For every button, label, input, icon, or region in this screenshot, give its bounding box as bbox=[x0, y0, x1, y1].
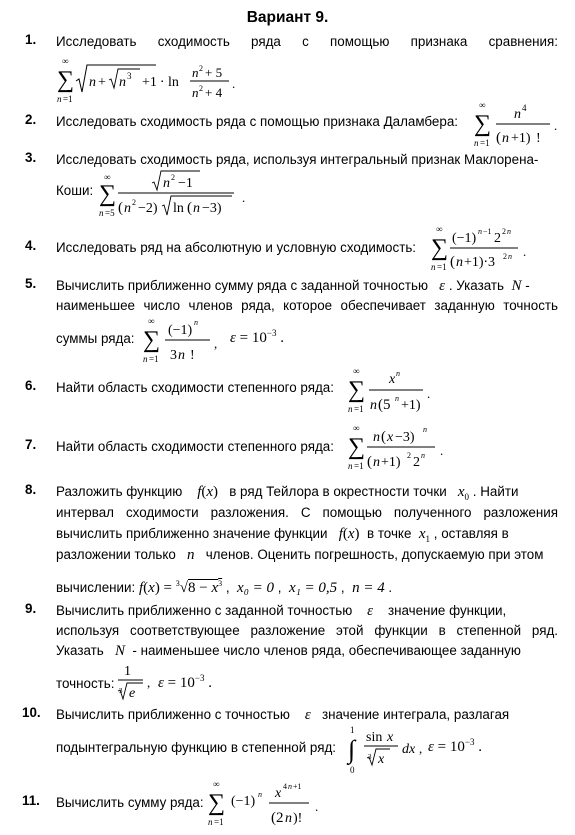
svg-text:+1): +1) bbox=[401, 398, 421, 413]
task-text: Вычислить приближенно сумму ряда с заданной точностью bbox=[56, 278, 428, 293]
svg-text:(: ( bbox=[496, 130, 501, 146]
task-text: Вычислить приближенно с заданной точностью bbox=[56, 603, 353, 618]
svg-text:2: 2 bbox=[132, 198, 136, 207]
task-number: 11. bbox=[22, 793, 40, 808]
task-text: , оставляя в bbox=[433, 526, 509, 541]
epsilon-condition: $\varepsilon = 10^{-3}$ . bbox=[230, 328, 284, 346]
svg-text:∞: ∞ bbox=[353, 366, 360, 376]
task-text: Исследовать ряд на абсолютную и условную сходимость: bbox=[56, 240, 417, 255]
task-text-line1 bbox=[56, 705, 558, 726]
epsilon-symbol: ε bbox=[304, 707, 311, 723]
svg-text:(−1): (−1) bbox=[452, 231, 477, 246]
formula-5 bbox=[140, 314, 220, 370]
svg-text:0: 0 bbox=[350, 765, 355, 775]
task-text: вычислении: bbox=[56, 580, 136, 595]
task-number: 1. bbox=[25, 32, 37, 47]
svg-text:n: n bbox=[514, 107, 521, 122]
svg-text:2: 2 bbox=[503, 252, 507, 261]
svg-text:n: n bbox=[208, 817, 213, 827]
svg-text:n: n bbox=[193, 201, 200, 216]
task-number: 4. bbox=[25, 238, 37, 253]
svg-text:n: n bbox=[370, 398, 377, 413]
task-number: 6. bbox=[25, 378, 37, 393]
svg-text:dx: dx bbox=[402, 742, 416, 757]
svg-text:n: n bbox=[89, 75, 96, 90]
svg-text:(2: (2 bbox=[271, 810, 284, 826]
svg-text:n: n bbox=[508, 252, 512, 261]
svg-text:∞: ∞ bbox=[148, 316, 155, 326]
svg-text:−1: −1 bbox=[483, 227, 492, 236]
svg-text:∑: ∑ bbox=[143, 327, 161, 353]
svg-text:n: n bbox=[285, 811, 292, 826]
svg-text:=1: =1 bbox=[149, 354, 159, 364]
svg-text:sin: sin bbox=[366, 730, 383, 745]
formula-3 bbox=[96, 168, 256, 224]
svg-text:(: ( bbox=[187, 200, 192, 216]
formula-11 bbox=[205, 777, 325, 835]
svg-text:4: 4 bbox=[522, 103, 527, 113]
task-text-line4 bbox=[56, 545, 558, 566]
fx-symbol: f(x) bbox=[197, 484, 219, 500]
n-symbol: n bbox=[187, 547, 195, 563]
task-number: 5. bbox=[25, 276, 37, 291]
svg-text:x: x bbox=[387, 430, 394, 445]
x1-value: x₁ = 0,5 bbox=[288, 580, 338, 596]
svg-text:n: n bbox=[192, 65, 199, 80]
task-text: значение функции, bbox=[387, 603, 507, 618]
task-text-line2: наименьшее число членов ряда, которое обеспечивает заданную точность bbox=[56, 298, 558, 313]
variant-title: Вариант 9. bbox=[246, 9, 329, 26]
task-number: 8. bbox=[25, 482, 37, 497]
svg-text:3: 3 bbox=[170, 348, 177, 363]
svg-text:+1: +1 bbox=[142, 75, 157, 90]
svg-text:2: 2 bbox=[199, 84, 203, 93]
epsilon-symbol: ε bbox=[367, 603, 374, 619]
svg-text:+1)⋅3: +1)⋅3 bbox=[464, 255, 496, 270]
svg-text:n: n bbox=[99, 208, 104, 218]
svg-text:⋅ ln: ⋅ ln bbox=[160, 75, 179, 90]
task-text: . Указать bbox=[448, 278, 505, 293]
svg-text:,: , bbox=[147, 675, 151, 690]
task-text-line2: Коши: bbox=[56, 183, 94, 198]
svg-text:3: 3 bbox=[119, 687, 123, 695]
x0-value: x₀ = 0 bbox=[237, 580, 275, 596]
svg-text:+1): +1) bbox=[381, 455, 401, 470]
svg-text:+1): +1) bbox=[511, 131, 531, 146]
svg-text:∑: ∑ bbox=[57, 67, 75, 93]
svg-text:∑: ∑ bbox=[348, 434, 366, 460]
svg-text:1: 1 bbox=[350, 725, 355, 735]
svg-text:2: 2 bbox=[413, 455, 420, 470]
svg-text:2: 2 bbox=[199, 64, 203, 73]
svg-text:=1: =1 bbox=[354, 404, 364, 414]
n-symbol: N bbox=[511, 278, 522, 294]
svg-text:−2): −2) bbox=[138, 201, 158, 216]
svg-text:=1: =1 bbox=[437, 262, 447, 272]
svg-text:(: ( bbox=[367, 454, 372, 470]
svg-text:n: n bbox=[421, 451, 425, 460]
svg-text:2: 2 bbox=[494, 231, 501, 246]
svg-text:∞: ∞ bbox=[213, 779, 220, 789]
svg-text:n: n bbox=[474, 138, 479, 148]
svg-text:.: . bbox=[523, 244, 527, 259]
svg-text:+: + bbox=[98, 75, 106, 90]
function-definition: $f(x) = ^3√8 - x^3$ bbox=[138, 579, 223, 596]
svg-text:∑: ∑ bbox=[431, 235, 449, 261]
svg-text:+ 5: + 5 bbox=[205, 65, 223, 80]
svg-text:n: n bbox=[431, 262, 436, 272]
svg-text:,: , bbox=[214, 336, 218, 351]
task-text: . Найти bbox=[472, 484, 519, 499]
task-text-line2: подынтегральную функцию в степенной ряд: bbox=[56, 740, 336, 755]
svg-text:n: n bbox=[456, 255, 463, 270]
formula-7 bbox=[345, 421, 450, 477]
svg-text:n: n bbox=[143, 354, 148, 364]
svg-text:n: n bbox=[423, 425, 427, 434]
svg-text:x: x bbox=[387, 730, 394, 745]
epsilon-condition: $\varepsilon = 10^{-3}$ . bbox=[428, 737, 482, 755]
svg-text:x: x bbox=[275, 786, 282, 801]
svg-text:.: . bbox=[315, 799, 319, 814]
task-text: Указать bbox=[56, 643, 104, 658]
svg-text:.: . bbox=[427, 386, 431, 401]
task-text: Вычислить сумму ряда: bbox=[56, 795, 204, 810]
svg-text:n: n bbox=[502, 131, 509, 146]
svg-text:∞: ∞ bbox=[104, 172, 111, 182]
svg-text:∫: ∫ bbox=[348, 735, 356, 764]
svg-text:−3): −3) bbox=[395, 430, 415, 445]
task-text-line4: точность: bbox=[56, 676, 115, 691]
svg-text:=5: =5 bbox=[105, 208, 115, 218]
svg-text:4: 4 bbox=[283, 782, 287, 791]
task-text-line1 bbox=[56, 276, 558, 297]
svg-text:(: ( bbox=[381, 429, 386, 445]
task-text: в точке bbox=[366, 526, 412, 541]
task-number: 3. bbox=[25, 150, 37, 165]
svg-text:ln: ln bbox=[173, 201, 184, 216]
task-text: Вычислить приближенно с точностью bbox=[56, 707, 290, 722]
svg-text:n: n bbox=[57, 94, 62, 104]
svg-text:−1: −1 bbox=[178, 176, 193, 191]
task-text: значение интеграла, разлагая bbox=[321, 707, 510, 722]
svg-text:e: e bbox=[129, 686, 136, 701]
task-text: Исследовать сходимость ряда с помощью признака сравнения: bbox=[56, 34, 558, 49]
svg-text:=1: =1 bbox=[354, 461, 364, 471]
svg-text:!: ! bbox=[536, 131, 541, 146]
task-number: 2. bbox=[25, 112, 37, 127]
svg-text:2: 2 bbox=[171, 173, 175, 182]
svg-text:n: n bbox=[119, 75, 126, 90]
n-symbol: N bbox=[114, 643, 125, 659]
svg-text:3: 3 bbox=[368, 753, 372, 761]
svg-text:)!: )! bbox=[293, 811, 303, 826]
task-text: Разложить функцию bbox=[56, 484, 183, 499]
svg-text:∑: ∑ bbox=[348, 377, 366, 403]
svg-text:x: x bbox=[389, 372, 396, 387]
task-text: - наименьшее число членов ряда, обеспечивающее заданную bbox=[132, 643, 521, 658]
x1-symbol: $x_1$ bbox=[418, 526, 431, 544]
svg-text:2: 2 bbox=[502, 227, 506, 236]
svg-text:=1: =1 bbox=[63, 94, 73, 104]
task-text: разложении только bbox=[56, 547, 176, 562]
svg-text:.: . bbox=[554, 118, 558, 133]
formula-1 bbox=[54, 50, 234, 110]
task-text: в ряд Тейлора в окрестности точки bbox=[229, 484, 447, 499]
task-number: 7. bbox=[25, 437, 37, 452]
formula-10 bbox=[346, 723, 426, 775]
task-text-line5: вычислении: $f(x) = ^3√8 - x^3$ , x₀ = 0 , x₁ = 0,5 , n = 4 . bbox=[56, 579, 393, 596]
svg-text:∑: ∑ bbox=[474, 111, 492, 137]
svg-text:(: ( bbox=[118, 200, 123, 216]
epsilon-symbol: ε bbox=[439, 278, 446, 294]
svg-text:n: n bbox=[395, 394, 399, 403]
n-value: n = 4 bbox=[352, 580, 385, 596]
svg-text:n: n bbox=[396, 369, 400, 378]
svg-text:.: . bbox=[440, 443, 444, 458]
svg-text:.: . bbox=[242, 190, 246, 205]
svg-text:3: 3 bbox=[127, 71, 132, 81]
svg-text:(5: (5 bbox=[378, 397, 391, 413]
svg-text:∞: ∞ bbox=[62, 56, 69, 66]
task-text-line1: Исследовать сходимость ряда, используя интегральный признак Маклорена- bbox=[56, 152, 539, 167]
svg-text:n: n bbox=[478, 227, 482, 236]
task-number: 10. bbox=[22, 705, 41, 720]
svg-text:+1: +1 bbox=[293, 782, 302, 791]
svg-text:2: 2 bbox=[407, 451, 411, 460]
svg-text:=1: =1 bbox=[480, 138, 490, 148]
formula-6 bbox=[345, 364, 435, 418]
svg-text:n: n bbox=[373, 430, 380, 445]
svg-text:n: n bbox=[258, 790, 262, 799]
formula-2 bbox=[470, 96, 560, 154]
svg-text:n: n bbox=[192, 85, 199, 100]
task-text: членов. Оценить погрешность, допускаемую при этом bbox=[205, 547, 544, 562]
svg-text:+ 4: + 4 bbox=[205, 85, 223, 100]
svg-text:∞: ∞ bbox=[436, 224, 443, 234]
formula-4 bbox=[428, 222, 533, 278]
svg-text:n: n bbox=[194, 318, 198, 327]
svg-text:(: ( bbox=[450, 254, 455, 270]
svg-text:=1: =1 bbox=[214, 817, 224, 827]
svg-text:∑: ∑ bbox=[99, 181, 117, 207]
svg-text:n: n bbox=[288, 782, 292, 791]
svg-text:x: x bbox=[378, 752, 385, 767]
task-text-line2: используя соответствующее разложение этой функции в степенной ряд. bbox=[56, 623, 558, 638]
svg-text:n: n bbox=[348, 404, 353, 414]
task-text: Найти область сходимости степенного ряда: bbox=[56, 439, 334, 454]
formula-9 bbox=[115, 659, 155, 703]
svg-text:n: n bbox=[124, 201, 131, 216]
svg-text:!: ! bbox=[190, 348, 195, 363]
task-text-line3: суммы ряда: bbox=[56, 331, 135, 346]
svg-text:n: n bbox=[163, 176, 170, 191]
task-text-line2: интервал сходимости разложения. С помощью полученного разложения bbox=[56, 505, 558, 520]
task-number: 9. bbox=[25, 601, 37, 616]
svg-text:,: , bbox=[419, 741, 423, 756]
svg-text:.: . bbox=[232, 76, 236, 91]
svg-text:(−1): (−1) bbox=[231, 794, 256, 809]
svg-text:n: n bbox=[348, 461, 353, 471]
task-text: вычислить приближенно значение функции bbox=[56, 526, 328, 541]
svg-text:∑: ∑ bbox=[208, 790, 226, 816]
svg-text:n: n bbox=[507, 227, 511, 236]
task-text: Найти область сходимости степенного ряда: bbox=[56, 380, 334, 395]
fx-symbol: f(x) bbox=[338, 526, 360, 542]
task-text: Исследовать сходимость ряда с помощью признака Даламбера: bbox=[56, 114, 458, 129]
svg-text:n: n bbox=[178, 348, 185, 363]
task-text-line1 bbox=[56, 601, 558, 622]
svg-text:(−1): (−1) bbox=[168, 323, 193, 338]
epsilon-condition: $\varepsilon = 10^{-3}$ . bbox=[158, 673, 212, 691]
task-text: - bbox=[525, 278, 530, 293]
svg-text:∞: ∞ bbox=[353, 423, 360, 433]
svg-text:n: n bbox=[373, 455, 380, 470]
svg-text:∞: ∞ bbox=[479, 100, 486, 110]
svg-text:1: 1 bbox=[124, 664, 131, 679]
svg-text:−3): −3) bbox=[202, 201, 222, 216]
x0-symbol: $x_0$ bbox=[457, 484, 470, 502]
